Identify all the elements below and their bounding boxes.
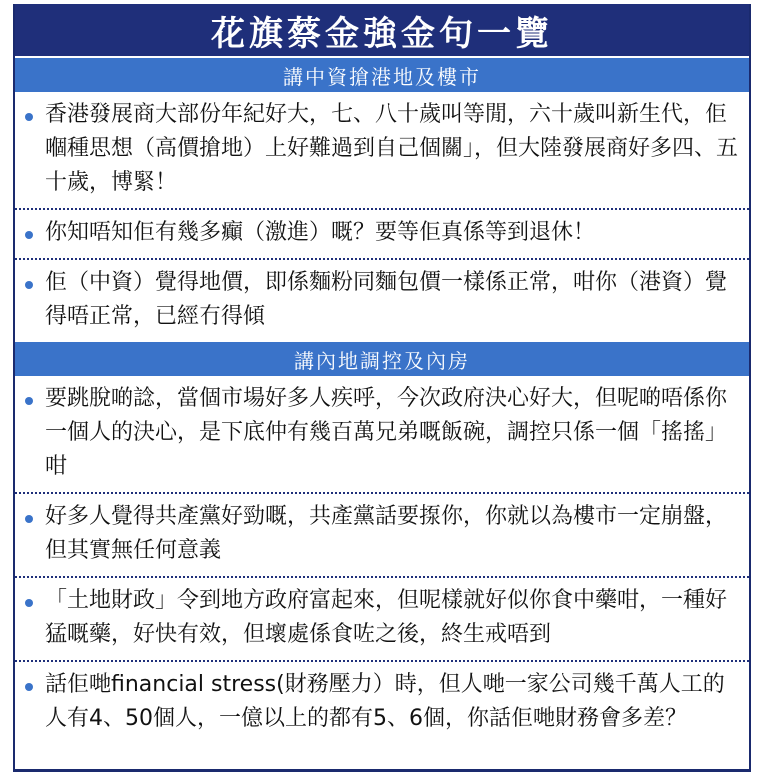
quote-text: 要跳脫啲諗，當個市場好多人疾呼，今次政府決心好大，但呢啲唔係你一個人的決心，是下底仲有幾百萬兄弟嘅飯碗，調控只係一個「搖搖」咁: [45, 386, 728, 479]
bullet-dot-icon: [25, 515, 33, 523]
quote-item: [15, 92, 749, 210]
quote-item: [15, 494, 749, 578]
quote-text: 好多人覺得共產黨好勁嘅，共產黨話要揼你，你就以為樓市一定崩盤，但其實無任何意義: [45, 504, 728, 563]
section-header-china-developers: 講中資搶港地及樓市: [15, 58, 749, 92]
quote-item: [15, 662, 749, 744]
quote-item: [15, 210, 749, 260]
quote-panel: [13, 4, 751, 772]
quote-text: 話佢哋financial stress(財務壓力）時，但人哋一家公司幾千萬人工的人有4、50個人，一億以上的都有5、6個，你話佢哋財務會多差？: [45, 672, 725, 731]
bullet-dot-icon: [25, 599, 33, 607]
quote-item: [15, 260, 749, 342]
bullet-dot-icon: [25, 683, 33, 691]
quote-text: 香港發展商大部份年紀好大，七、八十歲叫等閒，六十歲叫新生代，佢嗰種思想（高價搶地）上好難過到自己個關」，但大陸發展商好多四、五十歲，博緊！: [45, 102, 739, 195]
quote-text: 「土地財政」令到地方政府富起來，但呢樣就好似你食中藥咁，一種好猛嘅藥，好快有效，但壞處係食咗之後，終生戒唔到: [45, 588, 728, 647]
bullet-dot-icon: [25, 113, 33, 121]
quote-item: [15, 578, 749, 662]
title-bar: [15, 4, 749, 58]
page-title: 花旗蔡金強金句一覽: [211, 13, 553, 54]
quote-text: 佢（中資）覺得地價，即係麵粉同麵包價一樣係正常，咁你（港資）覺得唔正常，已經冇得傾: [45, 270, 728, 329]
bullet-dot-icon: [25, 231, 33, 239]
bullet-dot-icon: [25, 397, 33, 405]
quote-text: 你知唔知佢有幾多癲（激進）嘅？要等佢真係等到退休！: [45, 220, 596, 245]
quote-item: [15, 376, 749, 494]
bullet-dot-icon: [25, 281, 33, 289]
section-header-mainland-policy: 講內地調控及內房: [15, 342, 749, 376]
